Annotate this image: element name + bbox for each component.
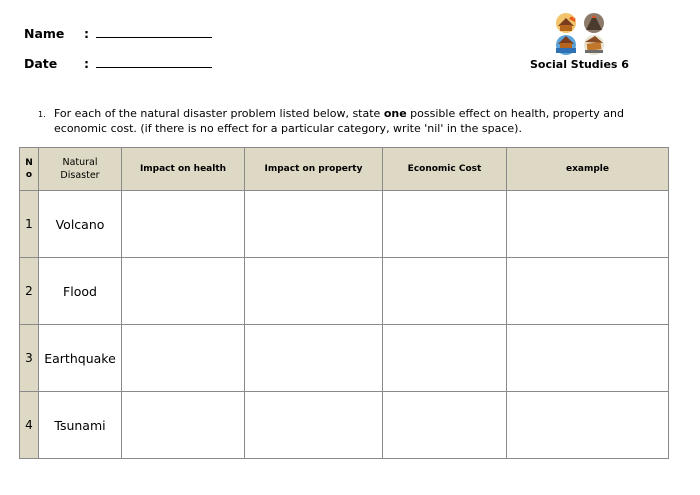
- example-answer-cell[interactable]: [507, 392, 669, 459]
- header-no: [20, 148, 39, 191]
- name-colon: :: [84, 26, 89, 41]
- date-colon: :: [84, 56, 89, 71]
- header-disaster-line2: Disaster: [60, 170, 100, 181]
- row-disaster: Volcano: [39, 191, 122, 258]
- row-number: 2: [20, 258, 39, 325]
- row-number: 4: [20, 392, 39, 459]
- house-fire-icon: [556, 13, 576, 33]
- row-disaster: Flood: [39, 258, 122, 325]
- example-answer-cell[interactable]: [507, 325, 669, 392]
- row-number: 1: [20, 191, 39, 258]
- property-answer-cell[interactable]: [245, 392, 383, 459]
- economic-answer-cell[interactable]: [383, 392, 507, 459]
- property-answer-cell[interactable]: [245, 258, 383, 325]
- table-row: [20, 392, 669, 459]
- flooded-house-icon: [556, 35, 576, 55]
- name-blank-line[interactable]: [96, 26, 212, 38]
- header-natural-disaster: [39, 148, 122, 191]
- example-answer-cell[interactable]: [507, 258, 669, 325]
- instruction-text: [54, 106, 644, 136]
- row-number: 3: [20, 325, 39, 392]
- health-answer-cell[interactable]: [122, 392, 245, 459]
- table-header-row: [20, 148, 669, 191]
- instruction-text-before: For each of the natural disaster problem listed below, state: [54, 107, 384, 120]
- example-answer-cell[interactable]: [507, 191, 669, 258]
- instruction-text-after: possible effect on health, property and economic cost. (if there is no effect for a particular category, write 'nil' in the space).: [54, 107, 624, 135]
- date-blank-line[interactable]: [96, 56, 212, 68]
- date-field: [24, 56, 212, 71]
- health-answer-cell[interactable]: [122, 191, 245, 258]
- disaster-table: [19, 147, 669, 459]
- economic-answer-cell[interactable]: [383, 191, 507, 258]
- question-number: 1.: [38, 110, 46, 119]
- header-economic-cost: Economic Cost: [383, 148, 507, 191]
- volcano-icon: [584, 13, 604, 33]
- date-label: Date: [24, 56, 58, 71]
- header-disaster-line1: Natural: [62, 157, 98, 168]
- header-impact-health: Impact on health: [122, 148, 245, 191]
- instruction-emphasis: one: [383, 107, 407, 120]
- table-row: [20, 258, 669, 325]
- header-no-line1: N: [25, 158, 33, 168]
- economic-answer-cell[interactable]: [383, 258, 507, 325]
- row-disaster: Earthquake: [39, 325, 122, 392]
- table-row: [20, 191, 669, 258]
- property-answer-cell[interactable]: [245, 191, 383, 258]
- collapsed-house-icon: [584, 35, 604, 55]
- table-row: [20, 325, 669, 392]
- health-answer-cell[interactable]: [122, 258, 245, 325]
- property-answer-cell[interactable]: [245, 325, 383, 392]
- disaster-logo: [550, 12, 616, 56]
- header-impact-property: Impact on property: [245, 148, 383, 191]
- health-answer-cell[interactable]: [122, 325, 245, 392]
- economic-answer-cell[interactable]: [383, 325, 507, 392]
- name-field: [24, 26, 212, 41]
- subject-title: Social Studies 6: [530, 58, 629, 71]
- row-disaster: Tsunami: [39, 392, 122, 459]
- name-label: Name: [24, 26, 65, 41]
- header-no-line2: o: [25, 170, 33, 180]
- header-example: example: [507, 148, 669, 191]
